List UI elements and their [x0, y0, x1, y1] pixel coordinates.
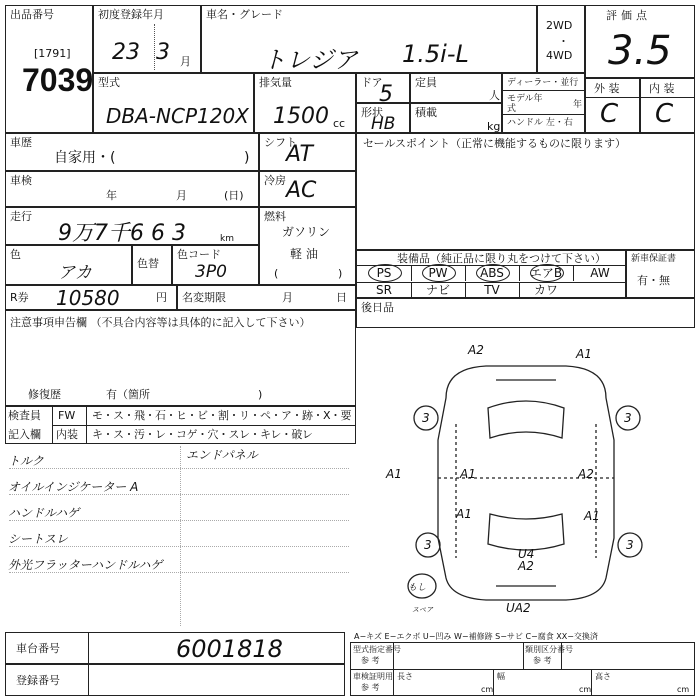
spec-ref-box — [350, 642, 695, 696]
fw-label: FW — [58, 409, 76, 422]
ruibetsu-sub: 参 考 — [533, 656, 552, 665]
ac-box — [259, 171, 356, 207]
wheel-rl-mark: 3 — [424, 538, 432, 552]
disp-unit: cc — [333, 117, 346, 130]
lot-label: 出品番号 — [10, 8, 54, 21]
repair-label: 修復歴 — [28, 388, 61, 401]
later-items-label: 後日品 — [361, 301, 394, 314]
name-change-label: 名変期限 — [182, 291, 226, 304]
first-reg-year: 23 — [112, 40, 140, 65]
equipment-item-エアb: エアB — [529, 266, 563, 280]
cap-label: 定員 — [415, 76, 437, 89]
shift-label: シフト — [264, 136, 297, 149]
km-unit: km — [220, 234, 234, 244]
ext-grade: C — [600, 99, 619, 129]
width-label: 幅 — [497, 672, 505, 681]
cap-unit: 人 — [489, 89, 500, 102]
equipment-item-aw: AW — [590, 266, 610, 280]
insp-month: 月 — [176, 189, 187, 202]
note-5: 外光フラッターハンドルハゲ — [8, 558, 163, 572]
load-unit: kg — [487, 120, 501, 133]
notes-box: 注意事項申告欄 （不具合内容等は具体的に記入して下さい） 修復歴 有（箇所 ) — [5, 310, 356, 406]
kata-label: 型式指定番号 — [353, 645, 401, 654]
insp-year: 年 — [106, 189, 117, 202]
chassis-number: 6001818 — [176, 635, 283, 663]
mileage-value: 9万7千6 6 3 — [58, 221, 186, 246]
month-unit: 月 — [180, 55, 191, 68]
equipment-row-2 — [357, 282, 627, 298]
inspector-box — [5, 406, 356, 444]
wheel-fr-mark: 3 — [624, 411, 632, 425]
score-value: 3.5 — [608, 28, 672, 74]
damage-right-door-a2: A2 — [578, 467, 594, 481]
fuel-diesel: 軽 油 — [290, 247, 318, 261]
fuel-box: 燃料 ガソリン 軽 油 ( ) — [259, 207, 356, 285]
warranty-label: 新車保証書 — [631, 254, 677, 264]
int-grade: C — [655, 99, 674, 129]
damage-rear-u4: U4 — [518, 547, 535, 561]
color-code-box — [172, 245, 259, 285]
equipment-circle-mark — [476, 264, 510, 282]
rear-window — [488, 514, 564, 550]
recycle-box — [5, 285, 177, 310]
load-label: 積載 — [415, 106, 437, 119]
registration-label: 登録番号 — [16, 674, 60, 687]
equipment-item-abs: ABS — [480, 266, 504, 280]
usage-value: 自家用・( — [54, 150, 116, 166]
damage-left-door-a1: A1 — [460, 467, 476, 481]
kata-sub: 参 考 — [361, 656, 380, 665]
height-label: 高さ — [595, 672, 611, 681]
car-name-box — [201, 5, 537, 73]
drive-box: 2WD ・ 4WD — [537, 5, 585, 73]
dealer-box — [502, 73, 585, 133]
load-box — [410, 103, 502, 133]
exterior-box — [585, 78, 640, 133]
inspector-label-1: 検査員 — [8, 409, 41, 422]
recycle-label: R券 — [10, 291, 29, 304]
interior-box — [640, 78, 695, 133]
chassis-box — [5, 632, 345, 664]
spare-label: スペア — [412, 606, 433, 614]
spare-mark: もし — [408, 583, 427, 593]
lot-box — [5, 5, 93, 133]
equipment-circle-mark — [422, 264, 456, 282]
registration-box — [5, 664, 345, 696]
name-change-box — [177, 285, 356, 310]
nc-day: 日 — [336, 291, 347, 304]
equipment-item-ps: PS — [376, 266, 392, 280]
note-1: トルク — [8, 454, 44, 468]
interior-check-label: 内装 — [56, 428, 78, 441]
damage-rear-right-a1: A1 — [584, 509, 600, 523]
ext-label: 外 装 — [594, 82, 620, 95]
first-reg-month: 3 — [156, 40, 170, 65]
model-box — [93, 73, 254, 133]
shift-value: AT — [286, 142, 313, 167]
disp-value: 1500 — [273, 104, 329, 129]
color-code-value: 3P0 — [195, 262, 227, 282]
door-value: 5 — [379, 82, 393, 107]
wheel-rr-mark: 3 — [626, 538, 634, 552]
retouch-box — [132, 245, 172, 285]
insp-day: (日) — [224, 189, 244, 202]
equipment-item-pw: PW — [428, 266, 448, 280]
color-label: 色 — [10, 248, 21, 261]
fuel-gasoline: ガソリン — [282, 225, 331, 239]
equipment-item-sr: SR — [376, 283, 392, 297]
sales-label: セールスポイント（正常に機能するものに限ります） — [363, 137, 627, 150]
int-label: 内 装 — [649, 82, 675, 95]
shape-label: 形状 — [361, 106, 383, 119]
model-value: DBA-NCP120X — [106, 104, 249, 128]
lot-number: 7039 — [22, 62, 94, 98]
damage-front-a1: A1 — [576, 347, 592, 361]
later-items-box — [356, 298, 695, 328]
notes-label: 注意事項申告欄 （不具合内容等は具体的に記入して下さい） — [10, 316, 311, 329]
ac-label: 冷房 — [264, 174, 286, 187]
note-3: ハンドルハゲ — [8, 506, 80, 520]
capacity-box — [410, 73, 502, 103]
car-damage-diagram — [356, 328, 695, 624]
model-year-label: モデル年式 — [507, 94, 543, 114]
shape-value: HB — [371, 114, 396, 134]
warranty-box — [626, 250, 695, 298]
height-unit: cm — [677, 685, 690, 694]
disp-label: 排気量 — [259, 76, 292, 89]
ac-value: AC — [286, 178, 317, 203]
inspection-label: 車検 — [10, 174, 32, 187]
recycle-value: 10580 — [56, 286, 120, 310]
first-reg-label: 初度登録年月 — [98, 8, 164, 21]
drive-2wd: 2WD — [546, 19, 573, 32]
note-4: シートスレ — [8, 532, 68, 546]
inspection-box — [5, 171, 259, 207]
model-label: 型式 — [98, 76, 120, 89]
wheel-fl-mark: 3 — [422, 411, 430, 425]
width-unit: cm — [579, 685, 592, 694]
shaken-label: 車検証明用 — [353, 672, 393, 681]
yen-unit: 円 — [156, 291, 167, 304]
car-name: トレジア — [262, 46, 358, 74]
damage-rear-a2: A2 — [518, 559, 534, 573]
shape-box — [356, 103, 410, 133]
drive-4wd: 4WD — [546, 49, 573, 62]
score-box — [585, 5, 695, 78]
damage-front-a2: A2 — [468, 343, 484, 357]
equipment-item-ナビ: ナビ — [425, 283, 450, 297]
chassis-label: 車台番号 — [16, 642, 60, 655]
usage-box: 車歴 自家用・( ) — [5, 133, 259, 171]
damage-bumper-ua2: UA2 — [506, 601, 531, 615]
note-right: エンドパネル — [186, 448, 258, 462]
damage-rear-left-a1: A1 — [456, 507, 472, 521]
year-unit: 年 — [573, 100, 583, 110]
damage-left-a1: A1 — [386, 467, 402, 481]
windshield — [488, 401, 564, 438]
damage-legend: A−キズ E−エクボ U−凹み W−補修跡 S−サビ C−腐食 XX−交換済 — [354, 632, 598, 641]
mileage-box — [5, 207, 259, 245]
length-unit: cm — [481, 685, 494, 694]
color-box — [5, 245, 132, 285]
warranty-value: 有・無 — [637, 274, 670, 287]
equipment-circle-mark — [530, 264, 564, 282]
displacement-box — [254, 73, 356, 133]
color-code-label: 色コード — [177, 248, 221, 261]
grade: 1.5i-L — [402, 40, 469, 68]
inspector-label-2: 記入欄 — [8, 428, 41, 441]
lot-sub: [1791] — [34, 47, 71, 60]
car-name-label: 車名・グレード — [206, 8, 283, 21]
equipment-circle-mark — [368, 264, 402, 282]
repair-value: 有（箇所 — [106, 388, 150, 401]
dealer-label: ディーラー・並行 — [507, 78, 579, 88]
interior-items: キ・ス・汚・レ・コゲ・穴・スレ・キレ・破レ — [92, 428, 313, 441]
handle-label: ハンドル 左・右 — [507, 118, 573, 128]
mileage-label: 走行 — [10, 210, 32, 223]
equipment-label: 装備品（純正品に限り丸をつけて下さい） — [397, 252, 606, 265]
length-label: 長さ — [397, 672, 413, 681]
equipment-box — [356, 250, 626, 298]
fw-items: モ・ス・飛・石・ヒ・ビ・割・リ・ペ・ア・跡・X・要 — [92, 409, 352, 422]
note-2: オイルインジケーター A — [8, 480, 139, 494]
door-box — [356, 73, 410, 107]
shift-box — [259, 133, 356, 171]
score-label: 評価点 — [606, 9, 651, 22]
nc-month: 月 — [282, 291, 293, 304]
ruibetsu-label: 類別区分番号 — [525, 645, 573, 654]
usage-label: 車歴 — [10, 136, 32, 149]
shaken-sub: 参 考 — [361, 683, 380, 692]
first-reg-box — [93, 5, 201, 73]
door-label: ドア — [361, 76, 383, 89]
fuel-label: 燃料 — [264, 210, 286, 223]
retouch-label: 色替 — [137, 257, 159, 270]
sales-point-box — [356, 133, 695, 250]
equipment-item-tv: TV — [484, 283, 500, 297]
equipment-row-1 — [357, 265, 627, 281]
equipment-item-カワ: カワ — [533, 283, 558, 297]
color-value: アカ — [58, 263, 92, 283]
